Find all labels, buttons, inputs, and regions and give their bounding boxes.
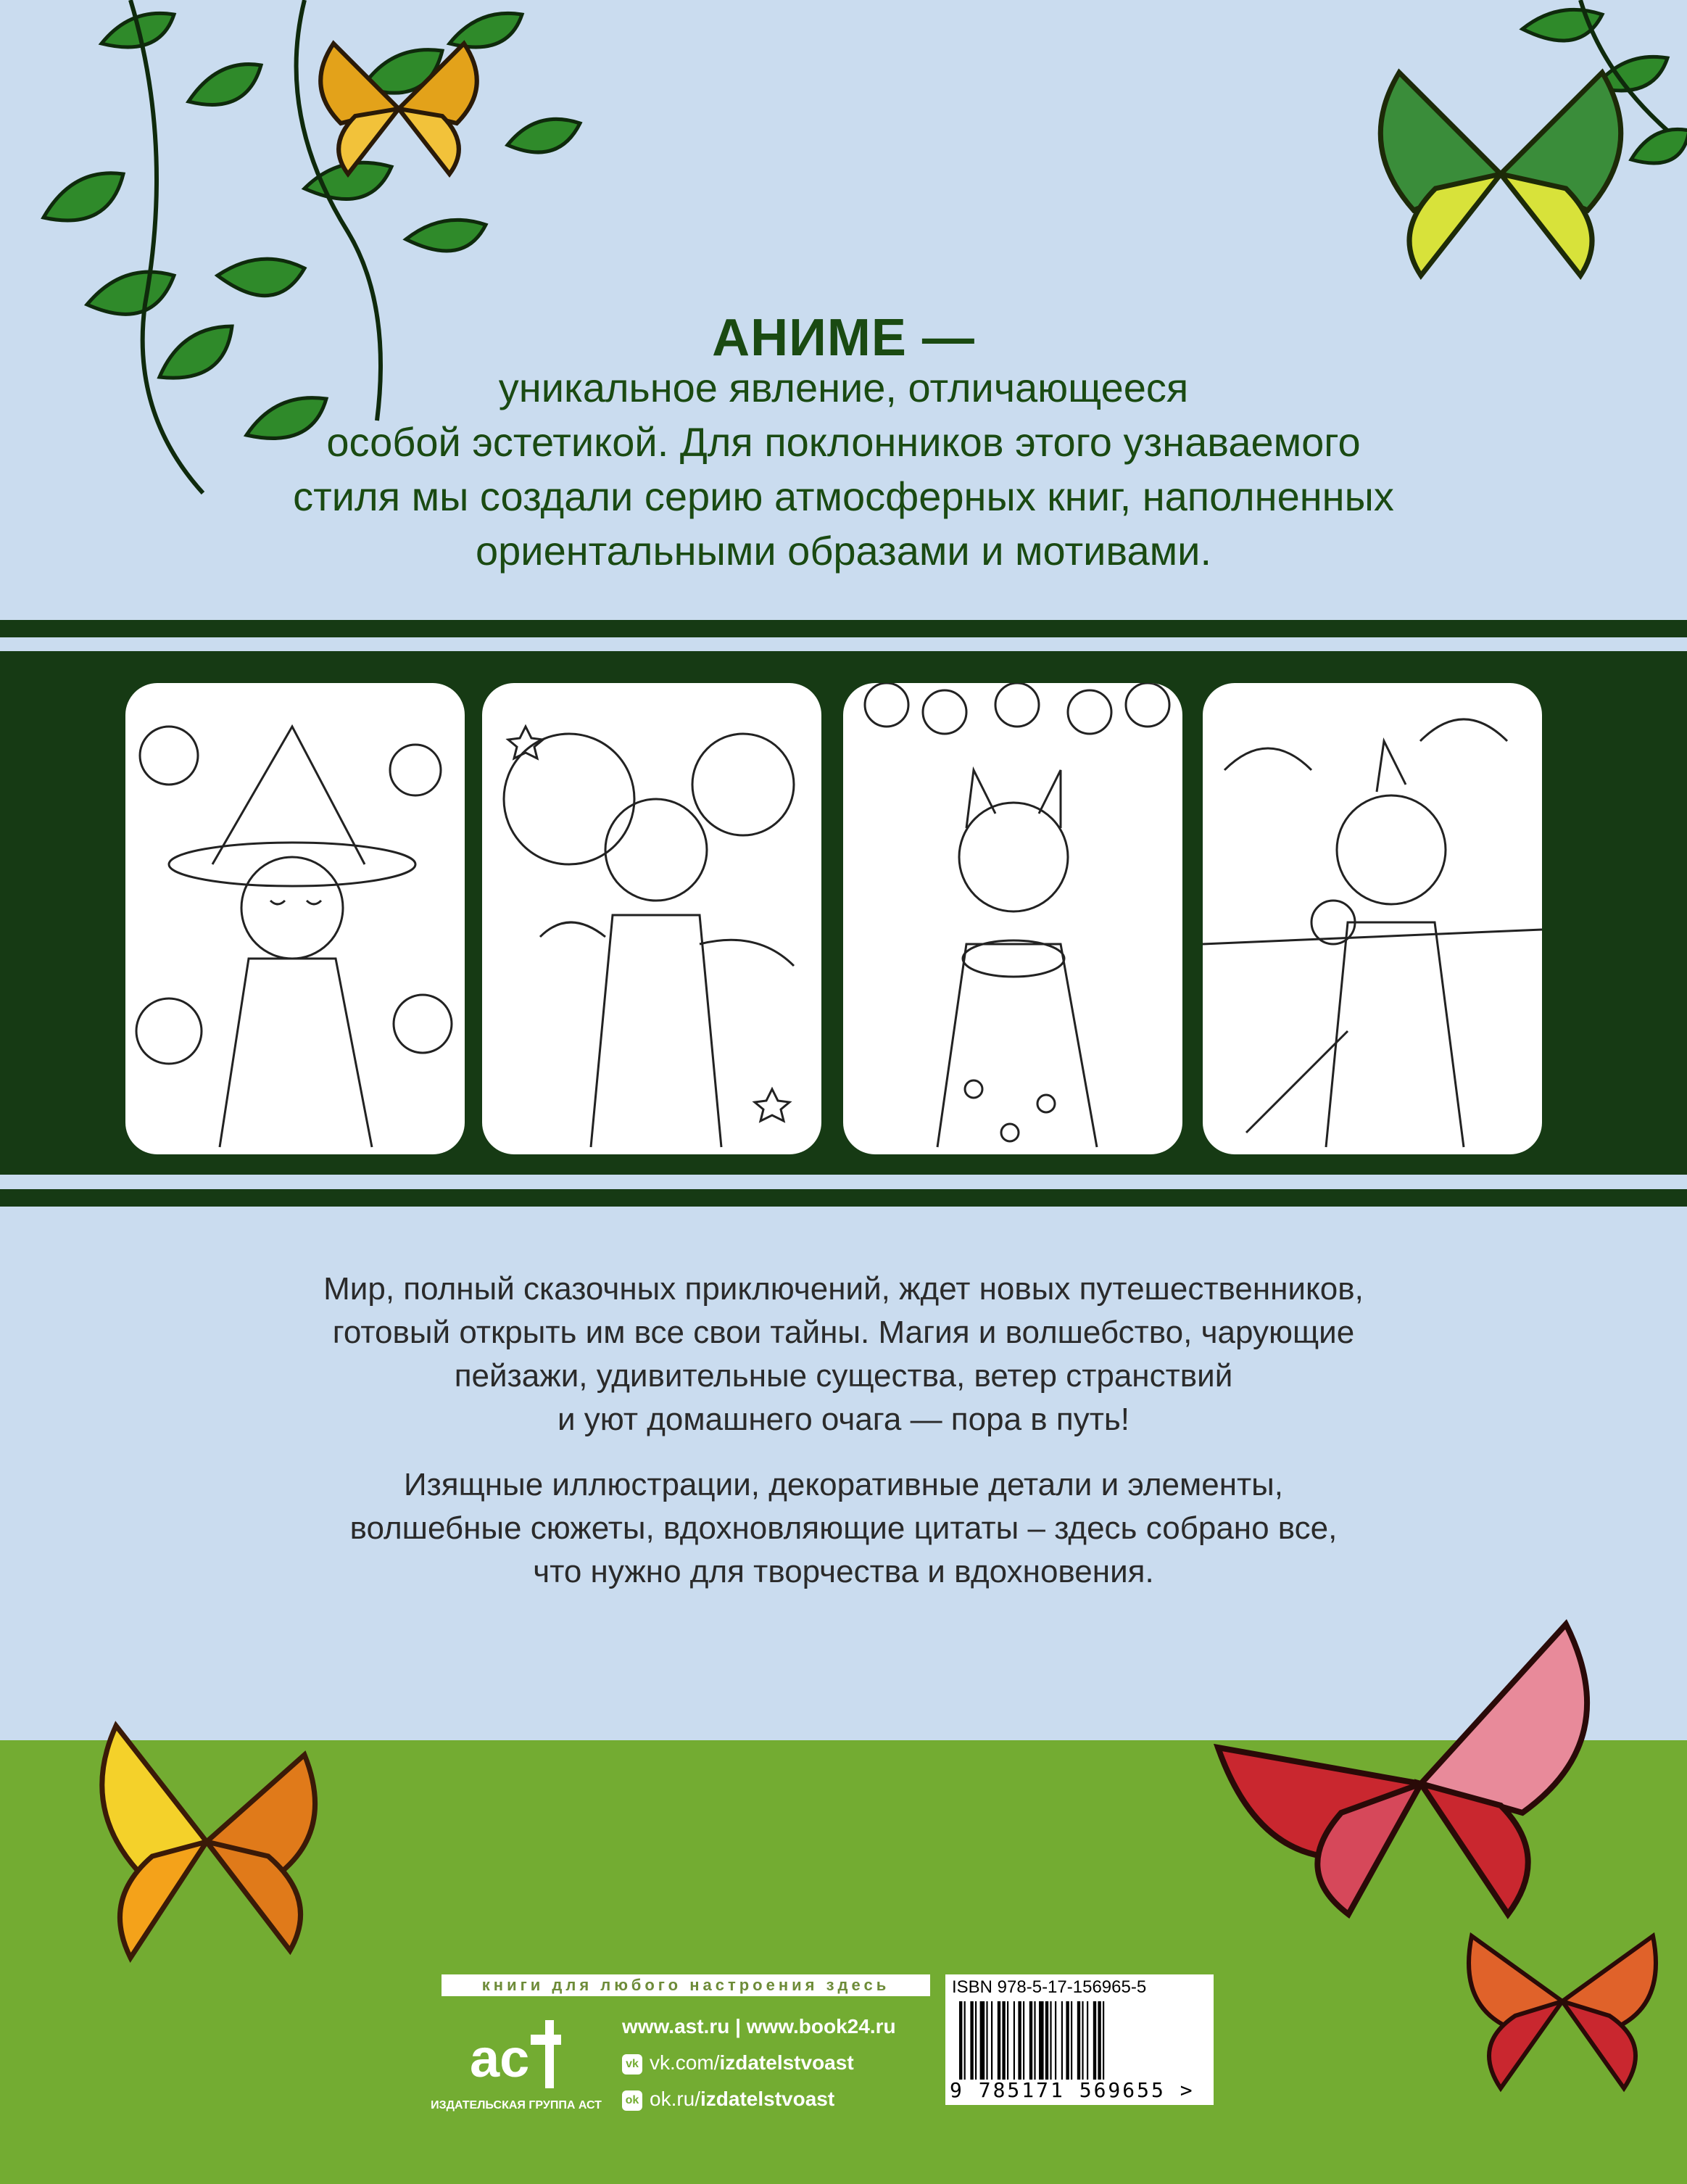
vk-link[interactable] (622, 2048, 854, 2077)
band-top-stripe (0, 620, 1687, 637)
illustration-card-traveler (1203, 683, 1542, 1154)
vk-prefix: vk.com/ (650, 2051, 720, 2074)
intro-line: ориентальными образами и мотивами. (476, 528, 1211, 574)
small-red-butterfly-icon (1457, 1907, 1667, 2096)
fox-girl-illustration-icon (843, 683, 1182, 1154)
red-butterfly-icon (1203, 1610, 1609, 1929)
green-butterfly-icon (1363, 58, 1638, 290)
vk-handle: izdatelstvoast (719, 2051, 854, 2074)
description-line: Мир, полный сказочных приключений, ждет новых путешественников, (323, 1271, 1364, 1307)
illustration-card-stargazer (482, 683, 821, 1154)
publisher-name: ИЗДАТЕЛЬСКАЯ ГРУППА АСТ (431, 2099, 602, 2111)
traveler-illustration-icon (1203, 683, 1542, 1154)
ok-icon: ok (622, 2090, 642, 2111)
stargazer-illustration-icon (482, 683, 821, 1154)
ok-handle: izdatelstvoast (700, 2088, 835, 2110)
tagline-bar: книги для любого настроения здесь (442, 1974, 930, 1996)
description-line: Изящные иллюстрации, декоративные детали и элементы, (403, 1467, 1284, 1502)
websites-link[interactable]: www.ast.ru | www.book24.ru (622, 2015, 896, 2038)
ast-logo-icon (464, 2016, 563, 2096)
witch-illustration-icon (125, 683, 465, 1154)
description-line: и уют домашнего очага — пора в путь! (557, 1402, 1129, 1437)
intro-line: особой эстетикой. Для поклонников этого узнаваемого (326, 419, 1361, 465)
description-line: что нужно для творчества и вдохновения. (533, 1554, 1154, 1589)
barcode-digits: 9 785171 569655 > (950, 2078, 1195, 2102)
orange-butterfly-icon (304, 29, 493, 189)
illustration-card-fox-girl (843, 683, 1182, 1154)
isbn-label: ISBN 978-5-17-156965-5 (952, 1977, 1147, 1997)
illustration-card-witch (125, 683, 465, 1154)
band-bottom-stripe (0, 1189, 1687, 1207)
vk-icon: vk (622, 2054, 642, 2075)
description-line: готовый открыть им все свои тайны. Магия и волшебство, чарующие (332, 1315, 1355, 1350)
intro-line: уникальное явление, отличающееся (498, 365, 1189, 410)
description-line: пейзажи, удивительные существа, ветер странствий (454, 1358, 1233, 1394)
intro-line: стиля мы создали серию атмосферных книг, наполненных (293, 473, 1394, 519)
barcode-icon (956, 2001, 1203, 2080)
yellow-butterfly-icon (87, 1711, 326, 1972)
description-line: волшебные сюжеты, вдохновляющие цитаты – здесь собрано все, (349, 1510, 1338, 1546)
intro-title: АНИМЕ — (712, 309, 975, 367)
ok-prefix: ok.ru/ (650, 2088, 701, 2110)
logo-text: ac (470, 2028, 530, 2088)
ok-link[interactable] (622, 2085, 834, 2114)
